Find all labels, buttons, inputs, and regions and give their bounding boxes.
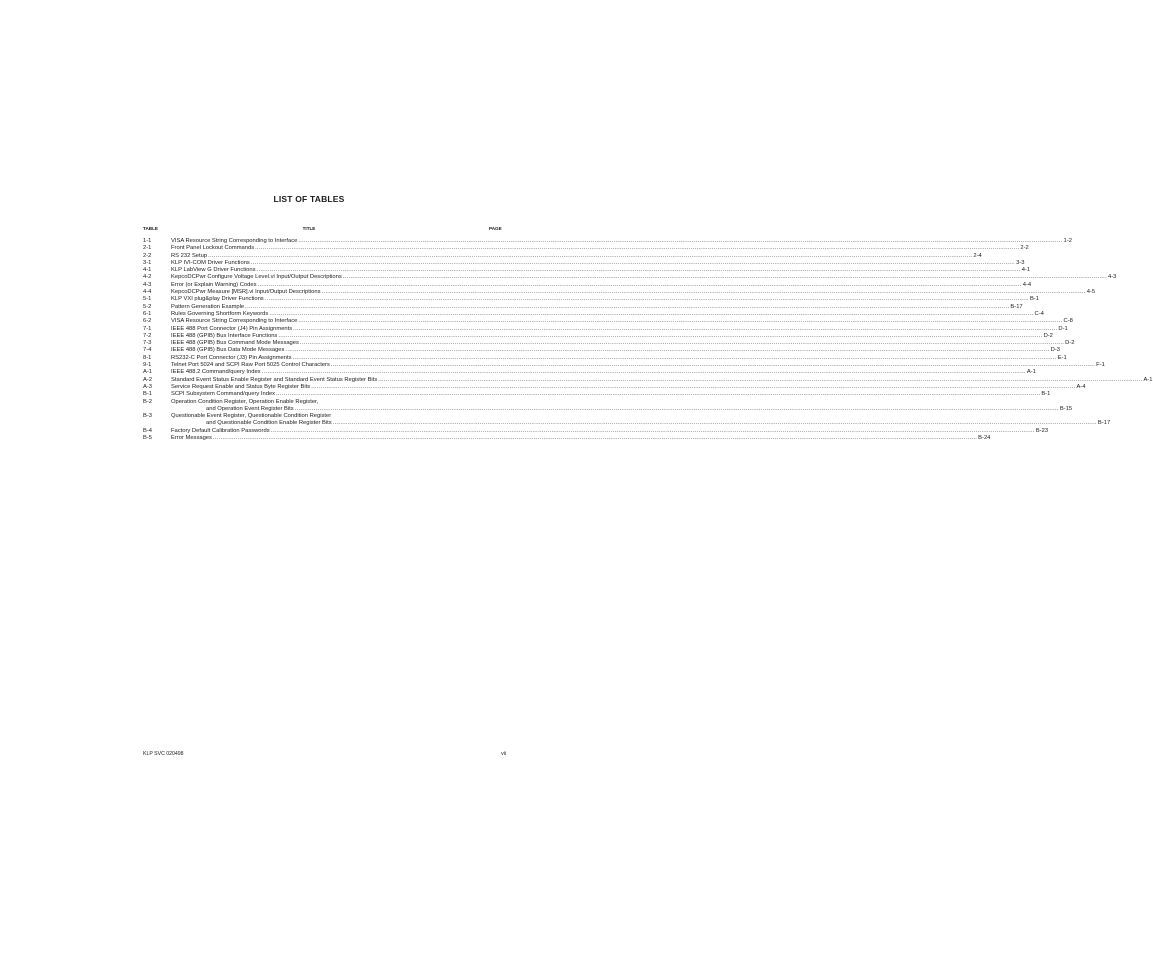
table-number: B-1 [143,391,153,398]
table-entry-line [143,340,1075,347]
table-entry-line [143,259,1025,267]
table-number: 4-4 [143,289,152,296]
page-reference: E-1 [1057,354,1067,361]
page-reference: C-4 [1034,310,1044,317]
table-entry-line [143,376,1153,384]
page-reference: A-4 [1076,383,1086,390]
table-title: Operation Condition Register, Operation Enable Register, [171,398,319,405]
page-reference: A-1 [1026,369,1036,376]
dot-leader: ................................................................................................................................................................................................................................................................................................................................................................................................................ [342,274,1108,281]
table-entry [143,274,1117,281]
table-title: KLP IVI-COM Driver Functions [171,259,250,266]
table-number: 6-1 [143,310,152,317]
table-entry-line [143,281,1032,289]
table-entry [143,267,1031,274]
dot-leader: ................................................................................................................................................................................................................................................................................................................................................................................................................ [330,362,1096,369]
dot-leader: ................................................................................................................................................................................................................................................................................................................................................................................................................ [269,310,1034,317]
table-entry-line [143,362,1105,369]
table-title: IEEE 488 (GPIB) Bus Interface Functions [171,332,278,339]
table-entry-line [143,391,1051,398]
table-title: IEEE 488.2 Command/query Index [171,369,261,376]
page-title: LIST OF TABLES [273,194,345,204]
table-entry [143,369,1036,376]
table-entry [143,340,1075,347]
table-title: Error Messages [171,435,212,442]
table-entry-line [143,405,1073,413]
table-entry-line [143,252,982,260]
table-title: KepcoDCPwr Configure Voltage Level.vi Input/Output Descriptions [171,274,342,281]
table-number: 9-1 [143,362,152,369]
table-entry [143,383,1086,391]
table-entry [143,413,1111,428]
table-number: 7-4 [143,347,152,354]
table-number: 5-1 [143,296,152,303]
table-number: 6-2 [143,318,152,325]
table-number: 1-1 [143,238,152,244]
page-reference: D-3 [1050,347,1060,354]
table-entry-line [143,354,1067,362]
table-entry [143,245,1029,252]
table-title: RS232-C Port Connector (J3) Pin Assignments [171,354,292,361]
table-entry [143,347,1060,354]
table-number: 4-3 [143,281,152,288]
table-number: 3-1 [143,259,152,266]
table-number: 7-3 [143,340,152,347]
dot-leader: ................................................................................................................................................................................................................................................................................................................................................................................................................ [285,347,1050,354]
dot-leader: ................................................................................................................................................................................................................................................................................................................................................................................................................ [298,238,1063,244]
page-reference: B-24 [978,435,991,442]
dot-leader: ................................................................................................................................................................................................................................................................................................................................................................................................................ [293,325,1058,332]
table-entry-line [143,332,1053,340]
table-title: KLP LabView G Driver Functions [171,267,256,274]
table-number: 4-2 [143,274,152,281]
dot-leader: ................................................................................................................................................................................................................................................................................................................................................................................................................ [250,259,1016,266]
page-reference: 2-4 [973,252,982,259]
dot-leader: ................................................................................................................................................................................................................................................................................................................................................................................................................ [256,267,1021,274]
page-reference: 4-1 [1021,267,1031,274]
table-number: B-3 [143,413,153,420]
dot-leader: ................................................................................................................................................................................................................................................................................................................................................................................................................ [264,296,1029,303]
page-reference: B-15 [1059,405,1073,412]
table-entry [143,252,982,260]
table-entry [143,398,1073,414]
table-title: Rules Governing Shortform Keywords [171,310,269,317]
table-entry-line [143,399,506,406]
table-entry [143,332,1053,340]
table-entry-line [143,303,1023,311]
table-entry-line [143,413,506,420]
page-reference: B-1 [1041,391,1051,398]
table-entry [143,281,1032,289]
table-title: IEEE 488 (GPIB) Bus Data Mode Messages [171,347,285,354]
table-title: Front Panel Lockout Commands [171,245,255,252]
table-entry-line [143,435,991,442]
table-title: and Operation Event Register Bits [206,405,294,412]
table-number: B-2 [143,398,153,405]
page-reference: 2-2 [1020,245,1029,252]
table-entry-line [143,318,1073,325]
table-title: Pattern Generation Example [171,303,245,310]
dot-leader: ................................................................................................................................................................................................................................................................................................................................................................................................................ [378,376,1143,383]
dot-leader: ................................................................................................................................................................................................................................................................................................................................................................................................................ [299,340,1065,347]
table-entry-line [143,383,1086,391]
page-reference: D-1 [1058,325,1068,332]
table-title: IEEE 488 (GPIB) Bus Command Mode Messages [171,340,299,347]
table-entry-line [143,289,1096,296]
table-entry-line [143,274,1117,281]
column-header-title: TITLE [302,226,316,231]
table-entry-line [143,347,1060,354]
page-reference: 4-3 [1108,274,1117,281]
table-entry [143,427,1049,435]
page-reference: F-1 [1096,362,1105,369]
page-reference: D-2 [1065,340,1075,347]
table-entry [143,296,1039,303]
dot-leader: ................................................................................................................................................................................................................................................................................................................................................................................................................ [257,281,1022,288]
dot-leader: ................................................................................................................................................................................................................................................................................................................................................................................................................ [276,391,1041,398]
table-title: Telnet Port 5024 and SCPI Raw Port 5025 Control Characters [171,362,330,369]
table-entry [143,259,1025,267]
table-number: B-5 [143,435,153,442]
dot-leader: ................................................................................................................................................................................................................................................................................................................................................................................................................ [212,435,978,442]
table-number: B-4 [143,427,153,434]
column-header-page: PAGE [489,226,502,231]
table-title: and Questionable Condition Enable Register Bits [206,420,332,427]
footer-page-number: vii [501,751,506,757]
page-reference: C-8 [1063,318,1073,325]
table-number: 5-2 [143,303,152,310]
table-entry [143,325,1068,333]
table-number: 2-1 [143,245,152,252]
page-reference: B-23 [1035,427,1049,434]
page-reference: B-17 [1010,303,1023,310]
column-header-table: TABLE [143,226,158,231]
dot-leader: ................................................................................................................................................................................................................................................................................................................................................................................................................ [332,420,1097,427]
table-number: 2-2 [143,252,152,259]
dot-leader: ................................................................................................................................................................................................................................................................................................................................................................................................................ [278,332,1043,339]
table-title: VISA Resource String Corresponding to Interface [171,238,298,244]
page-reference: B-1 [1029,296,1039,303]
table-title: Standard Event Status Enable Register and Standard Event Status Register Bits [171,376,378,383]
page-reference: D-2 [1043,332,1053,339]
table-entry-line [143,296,1039,303]
table-entry [143,354,1067,362]
dot-leader: ................................................................................................................................................................................................................................................................................................................................................................................................................ [208,252,973,259]
page-reference: A-1 [1143,376,1153,383]
dot-leader: ................................................................................................................................................................................................................................................................................................................................................................................................................ [270,427,1035,434]
table-title: KLP VXI plug&play Driver Functions [171,296,264,303]
table-entry [143,376,1153,384]
table-title: Error (or Explain Warning) Codes [171,281,257,288]
table-entry-line [143,238,1072,245]
dot-leader: ................................................................................................................................................................................................................................................................................................................................................................................................................ [292,354,1057,361]
table-entry [143,310,1044,318]
table-entry-line [143,427,1049,435]
dot-leader: ................................................................................................................................................................................................................................................................................................................................................................................................................ [261,369,1026,376]
table-entry-line [143,267,1031,274]
table-number: 7-1 [143,325,152,332]
table-entry [143,238,1072,245]
table-entry [143,435,991,442]
dot-leader: ................................................................................................................................................................................................................................................................................................................................................................................................................ [321,289,1086,296]
page-reference: B-17 [1097,420,1111,427]
table-entry-line [143,245,1029,252]
table-title: Questionable Event Register, Questionable Condition Register [171,413,332,420]
table-entry [143,303,1023,311]
table-entry [143,362,1105,369]
page-reference: 4-5 [1086,289,1096,296]
page-reference: 1-2 [1063,238,1072,244]
table-entry-line [143,369,1036,376]
page-reference: 4-4 [1022,281,1032,288]
dot-leader: ................................................................................................................................................................................................................................................................................................................................................................................................................ [311,383,1076,390]
footer-doc-id: KLP SVC 020498 [143,751,184,757]
table-number: A-3 [143,383,153,390]
table-entry-line [143,325,1068,333]
table-title: RS 232 Setup [171,252,208,259]
table-number: 4-1 [143,267,152,274]
table-title: KepcoDCPwr Measure [MSR].vi Input/Output Descriptions [171,289,321,296]
table-entry-line [143,420,1111,427]
table-title: VISA Resource String Corresponding to Interface [171,318,298,325]
table-number: 7-2 [143,332,152,339]
dot-leader: ................................................................................................................................................................................................................................................................................................................................................................................................................ [298,318,1063,325]
table-list [143,238,1153,442]
table-entry [143,289,1096,296]
table-entry [143,391,1051,398]
dot-leader: ................................................................................................................................................................................................................................................................................................................................................................................................................ [255,245,1020,252]
table-title: IEEE 488 Port Connector (J4) Pin Assignments [171,325,293,332]
page-reference: 3-3 [1016,259,1025,266]
table-entry-line [143,310,1044,318]
table-title: SCPI Subsystem Command/query Index [171,391,276,398]
table-entry [143,318,1073,325]
dot-leader: ................................................................................................................................................................................................................................................................................................................................................................................................................ [294,405,1059,412]
table-title: Factory Default Calibration Passwords [171,427,270,434]
table-title: Service Request Enable and Status Byte Register Bits [171,383,311,390]
table-number: A-2 [143,376,153,383]
table-number: A-1 [143,369,153,376]
table-number: 8-1 [143,354,152,361]
dot-leader: ................................................................................................................................................................................................................................................................................................................................................................................................................ [245,303,1010,310]
